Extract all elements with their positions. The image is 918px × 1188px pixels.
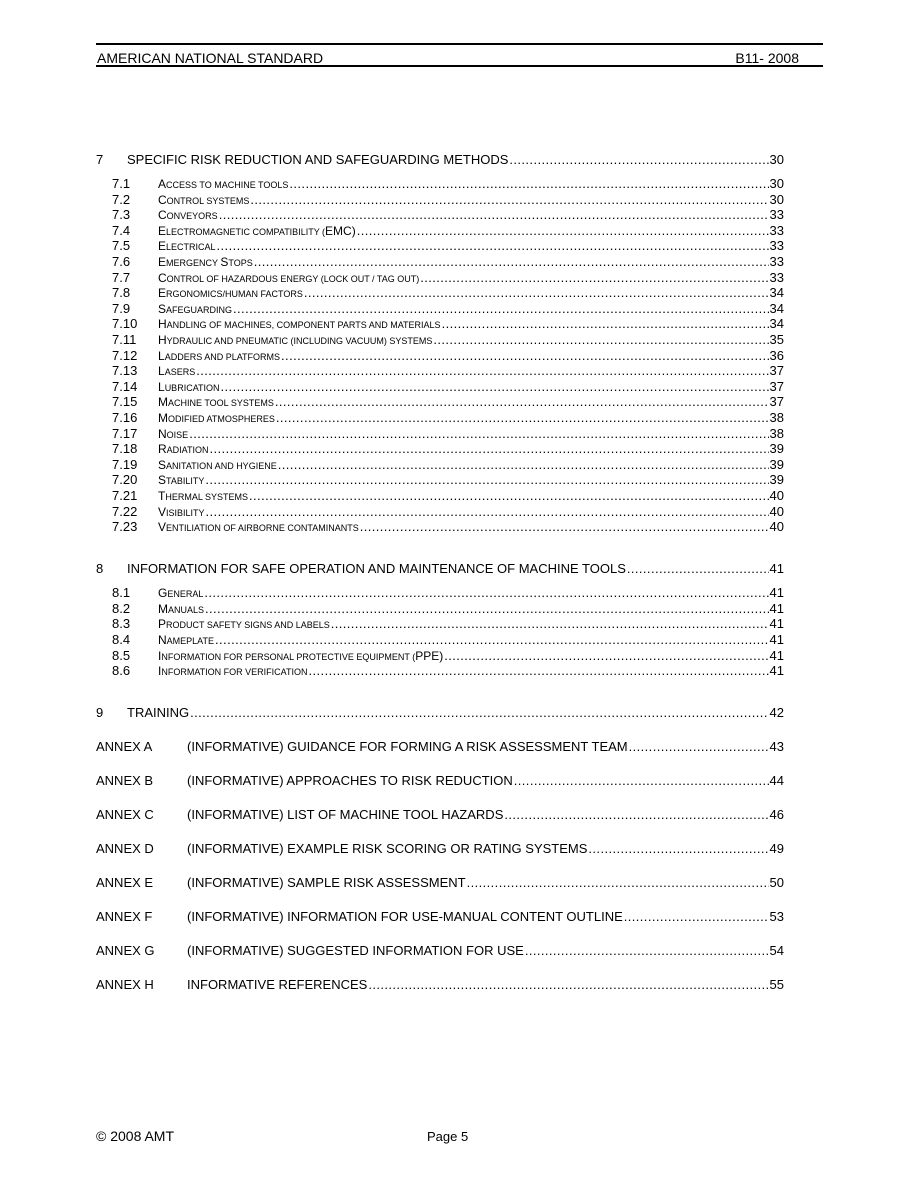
toc-entry[interactable] [96, 410, 784, 426]
toc-dot-leader [233, 301, 769, 316]
toc-entry-page: 40 [769, 488, 784, 503]
toc-entry-page: 39 [769, 457, 784, 472]
toc-entry[interactable] [96, 648, 784, 664]
toc-entry-number: 7.21 [112, 488, 138, 503]
toc-dot-leader [196, 363, 768, 378]
toc-dot-leader [629, 739, 769, 754]
toc-entry-title: STABILITY [158, 473, 205, 487]
toc-entry-number: 9 [96, 705, 104, 720]
toc-entry[interactable] [96, 192, 784, 208]
toc-entry[interactable] [96, 457, 784, 473]
toc-entry-page: 41 [769, 632, 784, 647]
toc-entry[interactable] [96, 441, 784, 457]
toc-entry-page: 39 [769, 441, 784, 456]
toc-entry-page: 41 [769, 601, 784, 616]
toc-dot-leader [205, 472, 768, 487]
toc-dot-leader [588, 841, 768, 856]
toc-entry[interactable] [96, 773, 784, 789]
toc-entry-page: 40 [769, 504, 784, 519]
toc-entry-number: 8.3 [112, 616, 131, 631]
footer-copyright: © 2008 AMT [96, 1128, 175, 1144]
toc-entry-page: 33 [769, 207, 784, 222]
toc-entry-number: 7.17 [112, 426, 138, 441]
toc-entry-title: INFORMATION FOR SAFE OPERATION AND MAINTENANCE OF MACHINE TOOLS [127, 561, 626, 576]
toc-entry-title: GENERAL [158, 586, 204, 600]
toc-entry[interactable] [96, 977, 784, 993]
toc-entry[interactable] [96, 238, 784, 254]
toc-entry-page: 33 [769, 238, 784, 253]
toc-entry[interactable] [96, 601, 784, 617]
toc-entry-number: ANNEX G [96, 943, 155, 958]
toc-entry-title: PRODUCT SAFETY SIGNS AND LABELS [158, 617, 330, 631]
footer-page-number: Page 5 [427, 1129, 469, 1144]
toc-entry-page: 34 [769, 301, 784, 316]
toc-entry-number: ANNEX E [96, 875, 154, 890]
toc-entry[interactable] [96, 616, 784, 632]
toc-entry-title: ELECTROMAGNETIC COMPATIBILITY (EMC) [158, 224, 356, 238]
toc-dot-leader [444, 648, 768, 663]
toc-entry[interactable] [96, 379, 784, 395]
toc-entry-title: LADDERS AND PLATFORMS [158, 349, 281, 363]
toc-entry-page: 55 [769, 977, 784, 992]
toc-entry-number: 7.19 [112, 457, 138, 472]
toc-entry-title: MODIFIED ATMOSPHERES [158, 411, 275, 425]
toc-entry-number: 8.1 [112, 585, 131, 600]
toc-entry-page: 40 [769, 519, 784, 534]
toc-entry[interactable] [96, 301, 784, 317]
toc-dot-leader [504, 807, 768, 822]
toc-entry[interactable] [96, 152, 784, 168]
toc-entry-title: (INFORMATIVE) SAMPLE RISK ASSESSMENT [187, 875, 466, 890]
toc-entry-number: 7.10 [112, 316, 138, 331]
toc-dot-leader [289, 176, 768, 191]
toc-dot-leader [206, 504, 769, 519]
toc-entry-title: ERGONOMICS/HUMAN FACTORS [158, 286, 303, 300]
toc-entry-page: 44 [769, 773, 784, 788]
toc-dot-leader [278, 457, 769, 472]
toc-entry-number: 7.9 [112, 301, 131, 316]
toc-entry-page: 30 [769, 152, 784, 167]
toc-entry-title: CONTROL OF HAZARDOUS ENERGY (LOCK OUT / TAG OUT) [158, 271, 420, 285]
toc-entry[interactable] [96, 207, 784, 223]
toc-dot-leader [275, 394, 769, 409]
toc-dot-leader [190, 705, 768, 720]
toc-entry-title: HANDLING OF MACHINES, COMPONENT PARTS AND MATERIALS [158, 317, 441, 331]
toc-entry-page: 41 [769, 561, 784, 576]
toc-entry-page: 46 [769, 807, 784, 822]
toc-dot-leader [368, 977, 768, 992]
toc-entry[interactable] [96, 316, 784, 332]
toc-entry-number: ANNEX H [96, 977, 154, 992]
toc-entry-title: NAMEPLATE [158, 633, 215, 647]
toc-entry-title: ELECTRICAL [158, 239, 216, 253]
toc-entry-page: 53 [769, 909, 784, 924]
toc-entry-title: VISIBILITY [158, 505, 205, 519]
toc-entry-number: 7.22 [112, 504, 138, 519]
toc-entry-title: MANUALS [158, 602, 205, 616]
toc-dot-leader [217, 238, 769, 253]
toc-entry[interactable] [96, 270, 784, 286]
toc-dot-leader [210, 441, 769, 456]
toc-entry-title: VENTILIATION OF AIRBORNE CONTAMINANTS [158, 520, 359, 534]
toc-entry[interactable] [96, 841, 784, 857]
toc-entry-page: 30 [769, 176, 784, 191]
toc-entry[interactable] [96, 585, 784, 601]
toc-entry[interactable] [96, 254, 784, 270]
toc-entry-title: (INFORMATIVE) SUGGESTED INFORMATION FOR USE [187, 943, 524, 958]
toc-dot-leader [249, 488, 769, 503]
toc-entry-title: TRAINING [127, 705, 190, 720]
toc-entry-title: SPECIFIC RISK REDUCTION AND SAFEGUARDING METHODS [127, 152, 509, 167]
toc-entry-title: CONTROL SYSTEMS [158, 193, 250, 207]
toc-entry-number: 7.1 [112, 176, 131, 191]
toc-dot-leader [254, 254, 769, 269]
toc-dot-leader [525, 943, 769, 958]
toc-entry-page: 35 [769, 332, 784, 347]
toc-dot-leader [627, 561, 769, 576]
toc-entry[interactable] [96, 223, 784, 239]
toc-dot-leader [304, 285, 769, 300]
toc-entry-page: 49 [769, 841, 784, 856]
toc-entry-title: SANITATION AND HYGIENE [158, 458, 277, 472]
toc-entry-number: ANNEX D [96, 841, 154, 856]
toc-dot-leader [189, 426, 768, 441]
toc-entry-number: 7.16 [112, 410, 138, 425]
toc-entry-number: 8.2 [112, 601, 131, 616]
toc-entry-title: (INFORMATIVE) GUIDANCE FOR FORMING A RISK ASSESSMENT TEAM [187, 739, 628, 754]
toc-entry[interactable] [96, 561, 784, 577]
toc-entry-title: (INFORMATIVE) APPROACHES TO RISK REDUCTION [187, 773, 513, 788]
toc-entry-title: THERMAL SYSTEMS [158, 489, 249, 503]
toc-dot-leader [204, 585, 768, 600]
toc-entry[interactable] [96, 394, 784, 410]
toc-entry-page: 38 [769, 410, 784, 425]
toc-entry[interactable] [96, 285, 784, 301]
toc-dot-leader [420, 270, 768, 285]
toc-entry-title: ACCESS TO MACHINE TOOLS [158, 177, 289, 191]
toc-entry-title: INFORMATION FOR PERSONAL PROTECTIVE EQUIPMENT (PPE) [158, 649, 444, 663]
toc-entry-page: 33 [769, 223, 784, 238]
toc-dot-leader [357, 223, 769, 238]
toc-entry[interactable] [96, 519, 784, 535]
toc-entry-number: 8.5 [112, 648, 131, 663]
toc-entry-number: 7.11 [112, 332, 137, 347]
toc-entry-number: 7.8 [112, 285, 131, 300]
toc-entry-number: 7.23 [112, 519, 138, 534]
toc-entry-page: 34 [769, 316, 784, 331]
toc-entry[interactable] [96, 504, 784, 520]
toc-dot-leader [250, 192, 768, 207]
toc-entry-number: ANNEX A [96, 739, 153, 754]
toc-dot-leader [514, 773, 769, 788]
page-header [96, 43, 823, 67]
toc-entry-page: 33 [769, 270, 784, 285]
header-standard-name: AMERICAN NATIONAL STANDARD [97, 50, 324, 66]
toc-entry-page: 37 [769, 363, 784, 378]
toc-entry[interactable] [96, 739, 784, 755]
toc-entry-title: (INFORMATIVE) EXAMPLE RISK SCORING OR RATING SYSTEMS [187, 841, 588, 856]
toc-dot-leader [219, 207, 769, 222]
toc-entry[interactable] [96, 363, 784, 379]
toc-entry[interactable] [96, 632, 784, 648]
toc-entry-page: 38 [769, 426, 784, 441]
toc-entry[interactable] [96, 705, 784, 721]
toc-entry-number: 8.6 [112, 663, 131, 678]
toc-entry[interactable] [96, 875, 784, 891]
toc-entry[interactable] [96, 348, 784, 364]
toc-entry-number: 7.2 [112, 192, 131, 207]
toc-entry-title: CONVEYORS [158, 208, 218, 222]
toc-entry-number: ANNEX B [96, 773, 154, 788]
toc-dot-leader [433, 332, 768, 347]
toc-entry-page: 41 [769, 616, 784, 631]
toc-dot-leader [205, 601, 769, 616]
toc-entry-page: 41 [769, 648, 784, 663]
toc-entry-page: 37 [769, 379, 784, 394]
toc-entry-number: 7.7 [112, 270, 131, 285]
toc-entry-page: 41 [769, 663, 784, 678]
toc-entry-page: 42 [769, 705, 784, 720]
toc-entry-number: 7.15 [112, 394, 138, 409]
toc-entry-number: 7.3 [112, 207, 131, 222]
toc-dot-leader [467, 875, 769, 890]
toc-entry-title: (INFORMATIVE) INFORMATION FOR USE-MANUAL CONTENT OUTLINE [187, 909, 623, 924]
header-standard-number: B11- 2008 [735, 50, 799, 66]
toc-entry-number: 7.20 [112, 472, 138, 487]
toc-entry[interactable] [96, 472, 784, 488]
toc-entry-number: 8 [96, 561, 104, 576]
toc-entry-title: SAFEGUARDING [158, 302, 233, 316]
toc-dot-leader [281, 348, 768, 363]
toc-dot-leader [215, 632, 769, 647]
toc-entry-page: 41 [769, 585, 784, 600]
toc-entry[interactable] [96, 176, 784, 192]
toc-entry-title: (INFORMATIVE) LIST OF MACHINE TOOL HAZARDS [187, 807, 504, 822]
toc-dot-leader [276, 410, 769, 425]
toc-entry-title: NOISE [158, 427, 189, 441]
toc-dot-leader [509, 152, 768, 167]
toc-entry-number: 7 [96, 152, 104, 167]
toc-entry-title: MACHINE TOOL SYSTEMS [158, 395, 274, 409]
toc-entry-title: HYDRAULIC AND PNEUMATIC (INCLUDING VACUUM) SYSTEMS [158, 333, 433, 347]
toc-entry[interactable] [96, 332, 784, 348]
toc-entry-page: 37 [769, 394, 784, 409]
toc-entry-page: 43 [769, 739, 784, 754]
toc-entry-number: 7.4 [112, 223, 131, 238]
toc-entry[interactable] [96, 807, 784, 823]
toc-dot-leader [309, 663, 769, 678]
toc-entry-number: ANNEX C [96, 807, 154, 822]
toc-entry-number: 7.14 [112, 379, 138, 394]
toc-entry-title: INFORMATIVE REFERENCES [187, 977, 368, 992]
toc-entry-title: LASERS [158, 364, 196, 378]
toc-entry-title: LUBRICATION [158, 380, 220, 394]
toc-entry[interactable] [96, 488, 784, 504]
toc-dot-leader [331, 616, 769, 631]
toc-entry[interactable] [96, 663, 784, 679]
toc-entry-page: 39 [769, 472, 784, 487]
toc-entry-page: 36 [769, 348, 784, 363]
toc-dot-leader [221, 379, 769, 394]
toc-entry[interactable] [96, 943, 784, 959]
toc-entry-number: 7.12 [112, 348, 138, 363]
toc-dot-leader [360, 519, 769, 534]
toc-entry-number: ANNEX F [96, 909, 153, 924]
toc-entry-title: RADIATION [158, 442, 209, 456]
toc-dot-leader [624, 909, 769, 924]
toc-entry[interactable] [96, 909, 784, 925]
toc-entry-page: 33 [769, 254, 784, 269]
toc-entry[interactable] [96, 426, 784, 442]
toc-entry-title: INFORMATION FOR VERIFICATION [158, 664, 308, 678]
toc-dot-leader [442, 316, 769, 331]
toc-entry-number: 7.18 [112, 441, 138, 456]
toc-entry-page: 54 [769, 943, 784, 958]
toc-entry-page: 30 [769, 192, 784, 207]
toc-entry-page: 34 [769, 285, 784, 300]
toc-entry-number: 7.13 [112, 363, 138, 378]
toc-entry-number: 8.4 [112, 632, 131, 647]
toc-entry-page: 50 [769, 875, 784, 890]
toc-entry-title: EMERGENCY STOPS [158, 255, 253, 269]
toc-entry-number: 7.5 [112, 238, 131, 253]
toc-entry-number: 7.6 [112, 254, 131, 269]
